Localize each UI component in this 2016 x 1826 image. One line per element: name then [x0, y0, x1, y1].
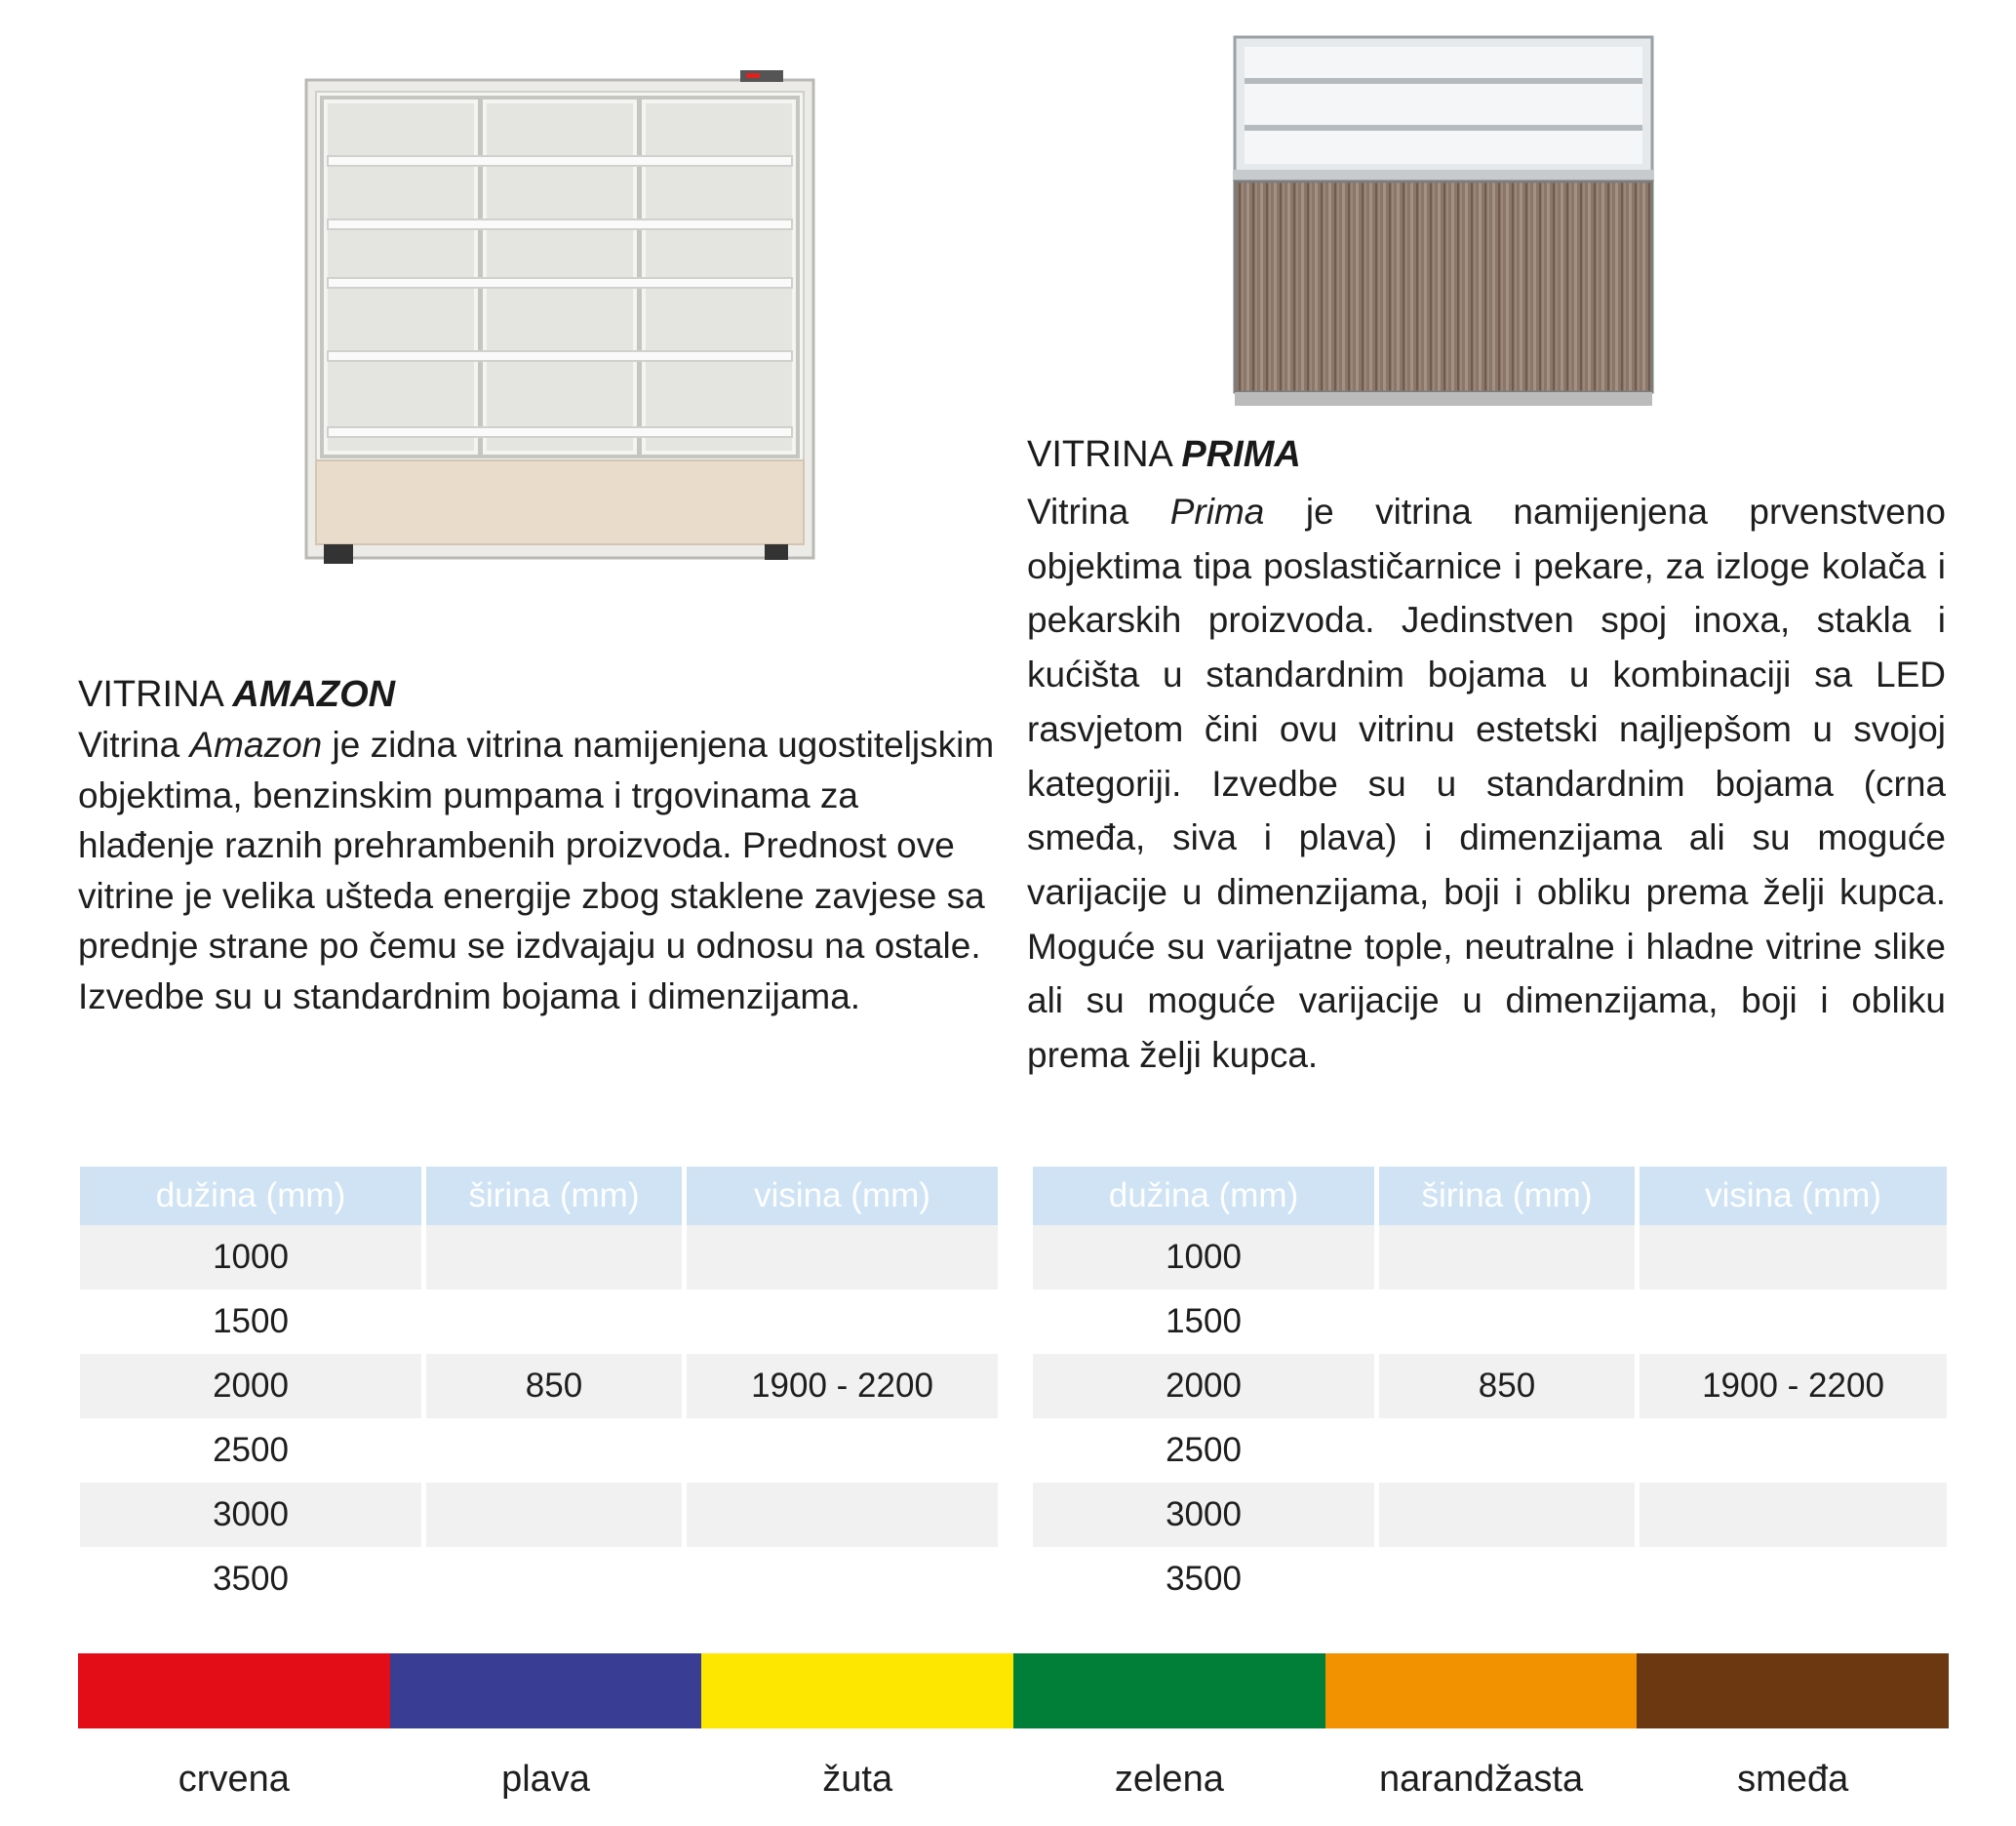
- prima-title: VITRINA PRIMA: [1027, 434, 1301, 475]
- swatch-smeda: [1637, 1653, 1949, 1728]
- width-cell: [1379, 1547, 1635, 1611]
- length-cell: 2000: [1033, 1354, 1374, 1418]
- height-cell: [1640, 1547, 1947, 1611]
- height-cell: [687, 1547, 998, 1611]
- length-cell: 2000: [80, 1354, 421, 1418]
- table-row: [80, 1354, 998, 1418]
- height-cell: 1900 - 2200: [687, 1354, 998, 1418]
- length-cell: 1500: [1166, 1302, 1242, 1340]
- amazon-description: Vitrina Amazon je zidna vitrina namijenjena ugostiteljskim objektima, benzinskim pumpama i trgovinama za hlađenje raznih prehrambenih proizvoda. Prednost ove vitrine je velika ušteda energije zbog staklene zavjese sa prednje strane po čemu se izdvajaju u odnosu na ostale. Izvedbe su u standardnim bojama i dimenzijama.: [78, 725, 995, 1016]
- table-row: [80, 1290, 998, 1354]
- table-row: [1033, 1418, 1947, 1483]
- length-cell: 1000: [1033, 1225, 1374, 1290]
- prima-description: Vitrina Prima je vitrina namijenjena prvenstveno objektima tipa poslastičarnice i pekare, za izloge kolača i pekarskih proizvoda. Jedinstven spoj inoxa, stakla i kućišta u standardnim bojama u kombinaciji sa LED rasvjetom čini ovu vitrinu estetski najljepšom u svojoj kategoriji. Izvedbe su u standardnim bojama (crna smeđa, siva i plava) i dimenzijama ali su moguće varijacije u dimenzijama, boji i obliku prema želji kupca. Moguće su varijatne tople, neutralne i hladne vitrine slike ali su moguće varijacije u dimenzijama, boji i obliku prema želji kupca.: [1027, 492, 1946, 1076]
- height-cell: [687, 1225, 998, 1290]
- length-cell: 3500: [1166, 1560, 1242, 1598]
- column-header-width: širina (mm): [426, 1167, 682, 1225]
- height-cell: [1640, 1290, 1947, 1354]
- table-row: [1033, 1290, 1947, 1354]
- column-header-height: visina (mm): [1640, 1167, 1947, 1225]
- color-label: narandžasta: [1378, 1759, 1584, 1800]
- length-cell: 1000: [80, 1225, 421, 1290]
- table-row: [1033, 1483, 1947, 1547]
- table-row: [80, 1483, 998, 1547]
- prima-title-name: PRIMA: [1181, 434, 1301, 475]
- table-header-row: [1033, 1167, 1947, 1225]
- color-label: plava: [501, 1759, 590, 1800]
- height-cell: 1900 - 2200: [1640, 1354, 1947, 1418]
- swatch-narandzasta: [1325, 1653, 1638, 1728]
- column-header-length: dužina (mm): [1033, 1167, 1374, 1225]
- table-row: [80, 1225, 998, 1290]
- amazon-name-italic: Amazon: [189, 725, 323, 765]
- width-cell: [1379, 1418, 1635, 1483]
- color-label-row: [78, 1756, 1949, 1803]
- color-label: crvena: [178, 1759, 290, 1800]
- amazon-title-name: AMAZON: [232, 674, 396, 715]
- swatch-zuta: [701, 1653, 1013, 1728]
- amazon-dimensions-table: [75, 1167, 1003, 1611]
- length-cell: 3000: [80, 1483, 421, 1547]
- table-row: [1033, 1225, 1947, 1290]
- width-cell: 850: [426, 1354, 682, 1418]
- height-cell: [687, 1290, 998, 1354]
- table-row: [80, 1418, 998, 1483]
- color-label: smeđa: [1737, 1759, 1849, 1800]
- length-cell: 1500: [213, 1302, 289, 1340]
- width-cell: [1379, 1290, 1635, 1354]
- column-header-length: dužina (mm): [80, 1167, 421, 1225]
- color-label: žuta: [822, 1759, 893, 1800]
- width-cell: [1379, 1225, 1635, 1290]
- table-row: [1033, 1547, 1947, 1611]
- length-cell: 3500: [213, 1560, 289, 1598]
- width-cell: [426, 1483, 682, 1547]
- width-cell: [426, 1290, 682, 1354]
- width-cell: [426, 1418, 682, 1483]
- length-cell: 2500: [1166, 1431, 1242, 1469]
- table-header-row: [80, 1167, 998, 1225]
- color-swatch-bar: [78, 1653, 1949, 1728]
- amazon-showcase-image: [304, 68, 817, 585]
- width-cell: [1379, 1483, 1635, 1547]
- width-cell: [426, 1225, 682, 1290]
- length-cell: 3000: [1033, 1483, 1374, 1547]
- width-cell: 850: [1379, 1354, 1635, 1418]
- color-label: zelena: [1114, 1759, 1224, 1800]
- height-cell: [687, 1483, 998, 1547]
- prima-name-italic: Prima: [1169, 492, 1265, 532]
- column-header-height: visina (mm): [687, 1167, 998, 1225]
- height-cell: [687, 1418, 998, 1483]
- height-cell: [1640, 1418, 1947, 1483]
- table-row: [1033, 1354, 1947, 1418]
- width-cell: [426, 1547, 682, 1611]
- height-cell: [1640, 1225, 1947, 1290]
- table-row: [80, 1547, 998, 1611]
- height-cell: [1640, 1483, 1947, 1547]
- swatch-plava: [390, 1653, 702, 1728]
- column-header-width: širina (mm): [1379, 1167, 1635, 1225]
- length-cell: 2500: [213, 1431, 289, 1469]
- swatch-crvena: [78, 1653, 390, 1728]
- prima-dimensions-table: [1028, 1167, 1952, 1611]
- prima-showcase-image: [1231, 35, 1656, 408]
- amazon-title: VITRINA AMAZON: [78, 674, 396, 715]
- swatch-zelena: [1013, 1653, 1325, 1728]
